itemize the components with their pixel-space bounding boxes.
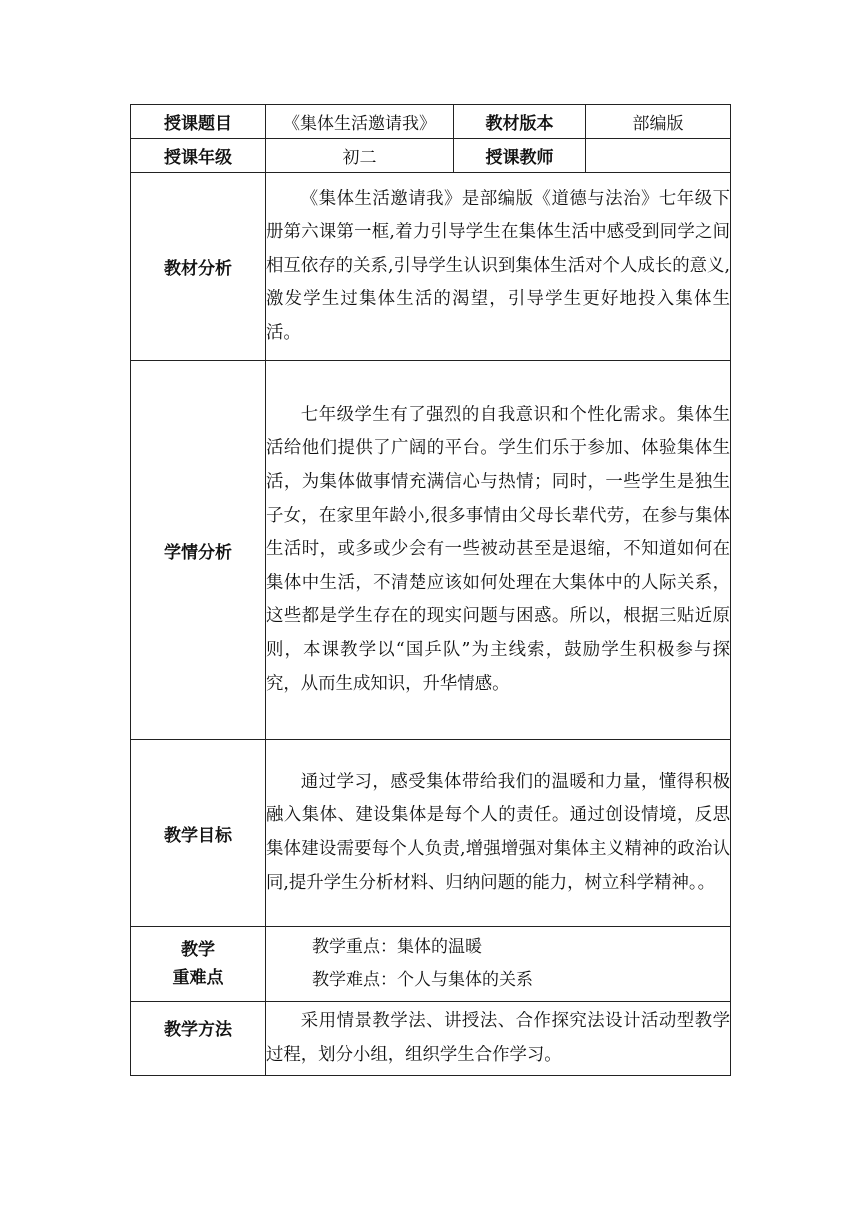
student-analysis-label: 学情分析 <box>131 361 266 740</box>
material-analysis-label: 教材分析 <box>131 173 266 361</box>
topic-value: 《集体生活邀请我》 <box>266 105 454 139</box>
teaching-difficulty: 教学难点：个人与集体的关系 <box>312 970 533 990</box>
teaching-focus: 教学重点：集体的温暖 <box>312 937 482 957</box>
row-material-analysis <box>131 173 731 361</box>
grade-value: 初二 <box>266 139 454 173</box>
row-student-analysis <box>131 361 731 740</box>
teacher-label: 授课教师 <box>454 139 586 173</box>
row-teaching-methods <box>131 1002 731 1076</box>
teaching-goals-label: 教学目标 <box>131 740 266 927</box>
teacher-value <box>586 139 731 173</box>
teaching-methods-label: 教学方法 <box>131 1002 266 1076</box>
lesson-plan-table <box>130 104 731 1076</box>
teaching-methods-text: 采用情景教学法、讲授法、合作探究法设计活动型教学过程，划分小组，组织学生合作学习。 <box>266 1002 731 1076</box>
row-topic <box>131 105 731 139</box>
key-points-label <box>131 927 266 1002</box>
row-teaching-goals <box>131 740 731 927</box>
student-analysis-text: 七年级学生有了强烈的自我意识和个性化需求。集体生活给他们提供了广阔的平台。学生们乐于参加、体验集体生活，为集体做事情充满信心与热情；同时，一些学生是独生子女，在家里年龄小,很多事情由父母长辈代劳，在参与集体生活时，或多或少会有一些被动甚至是退缩，不知道如何在集体中生活，不清楚应该如何处理在大集体中的人际关系，这些都是学生存在的现实问题与困惑。所以，根据三贴近原则，本课教学以“国乒队”为主线索，鼓励学生积极参与探究，从而生成知识，升华情感。 <box>266 361 731 740</box>
grade-label: 授课年级 <box>131 139 266 173</box>
row-grade <box>131 139 731 173</box>
teaching-goals-text: 通过学习，感受集体带给我们的温暖和力量，懂得积极融入集体、建设集体是每个人的责任。通过创设情境，反思集体建设需要每个人负责,增强增强对集体主义精神的政治认同,提升学生分析材料、归纳问题的能力，树立科学精神。。 <box>266 740 731 927</box>
edition-label: 教材版本 <box>454 105 586 139</box>
row-key-points <box>131 927 731 1002</box>
edition-value: 部编版 <box>586 105 731 139</box>
key-points-content <box>266 927 731 1002</box>
key-points-label-line1: 教学 <box>181 940 215 960</box>
key-points-label-line2: 重难点 <box>172 968 224 988</box>
topic-label: 授课题目 <box>131 105 266 139</box>
material-analysis-text: 《集体生活邀请我》是部编版《道德与法治》七年级下册第六课第一框,着力引导学生在集体生活中感受到同学之间相互依存的关系,引导学生认识到集体生活对个人成长的意义,激发学生过集体生活的渴望，引导学生更好地投入集体生活。 <box>266 173 731 361</box>
